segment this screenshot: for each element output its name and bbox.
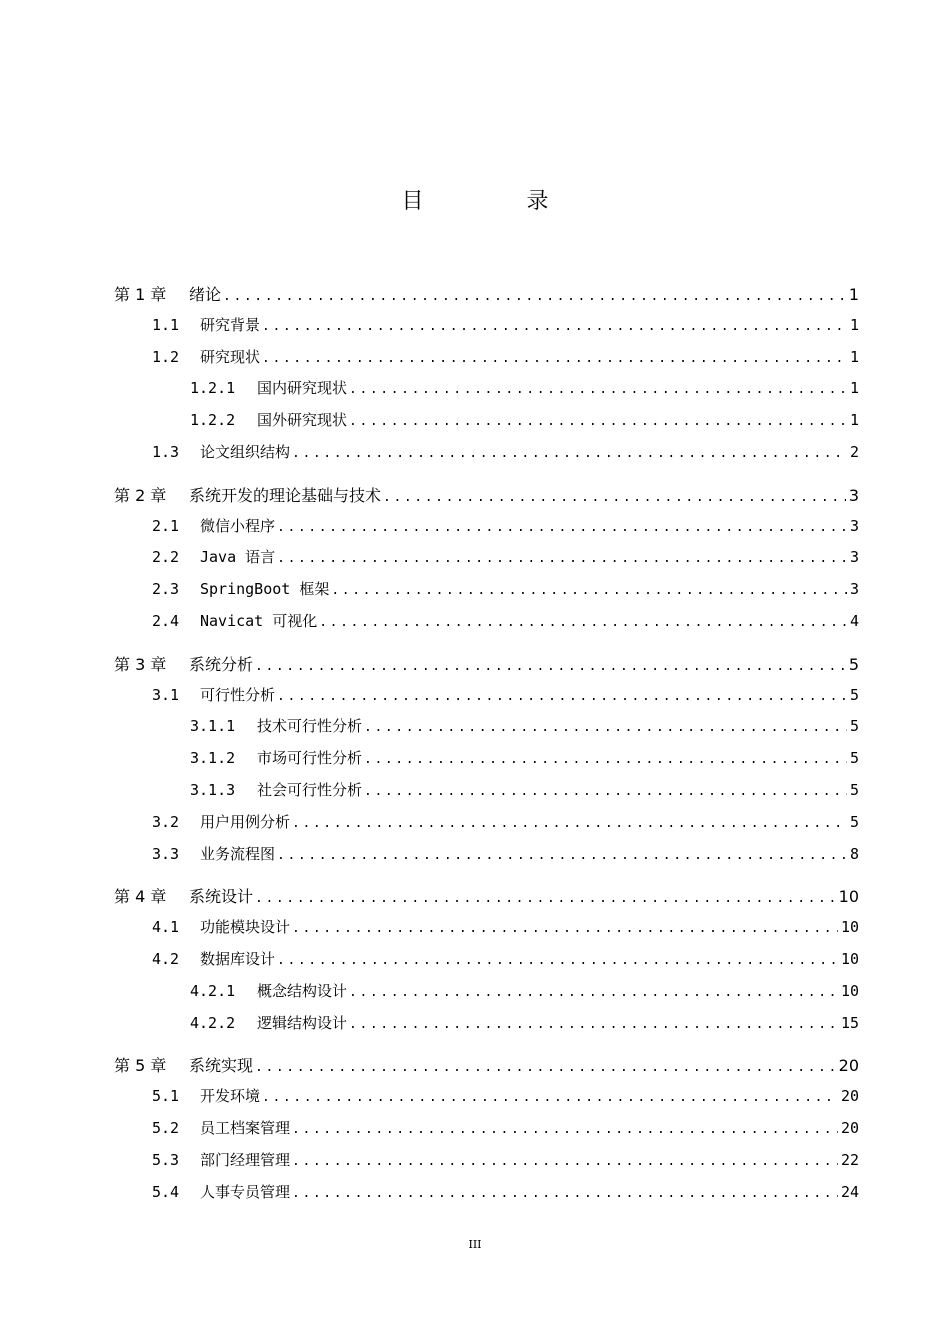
toc-entry-page: 1 [848,285,859,304]
toc-entry-number: 1.2 [152,347,180,366]
toc-dot-leader [319,615,847,630]
toc-section-entry[interactable] [152,684,859,706]
toc-entry-page: 3 [849,516,859,535]
toc-entry-page: 5 [848,654,859,674]
toc-entry-page: 10 [840,981,859,1000]
toc-entry-title: SpringBoot 框架 [200,580,330,599]
toc-entry-title: 微信小程序 [200,516,276,535]
toc-chapter-entry[interactable] [114,652,859,674]
toc-dot-leader [277,953,838,968]
toc-entry-page: 3 [849,548,859,567]
toc-subsection-entry[interactable] [190,377,859,399]
toc-entry-number: 1.1 [152,315,180,334]
toc-dot-leader [292,1122,838,1137]
toc-dot-leader [364,720,847,735]
toc-entry-page: 20 [838,1056,859,1076]
toc-entry-title: 部门经理管理 [200,1150,291,1169]
toc-dot-leader [277,689,847,704]
toc-entry-page: 1 [849,315,859,334]
toc-entry-page: 24 [840,1182,859,1201]
toc-dot-leader [364,752,847,767]
toc-dot-leader [383,490,846,505]
toc-entry-page: 5 [849,685,859,704]
toc-chapter-entry[interactable] [114,884,859,906]
toc-entry-number: 第 2 章 [114,485,167,505]
toc-section-entry[interactable] [152,811,859,833]
toc-entry-number: 3.1.2 [190,749,236,768]
toc-entry-page: 10 [838,887,859,907]
toc-section-entry[interactable] [152,1181,859,1203]
toc-dot-leader [292,1154,838,1169]
toc-entry-page: 20 [840,1119,859,1137]
toc-subsection-entry[interactable] [190,779,859,801]
toc-dot-leader [292,921,838,936]
page-title: 目 录 [401,189,597,214]
toc-dot-leader [292,446,847,461]
toc-subsection-entry[interactable] [190,715,859,737]
toc-dot-leader [349,382,847,397]
toc-section-entry[interactable] [152,515,859,537]
toc-entry-title: 概念结构设计 [257,981,348,1000]
toc-entry-number: 1.2.1 [190,379,236,398]
toc-entry-number: 4.2.2 [190,1013,236,1032]
toc-entry-number: 4.1 [152,918,180,937]
toc-entry-number: 4.2.1 [190,981,236,1000]
toc-entry-title: Java 语言 [200,548,276,567]
toc-entry-number: 3.1.3 [190,781,236,799]
toc-entry-page: 1 [849,411,859,430]
toc-section-entry[interactable] [152,546,859,568]
toc-section-entry[interactable] [152,578,859,600]
toc-entry-number: 5.1 [152,1087,180,1106]
toc-chapter-entry[interactable] [114,483,859,505]
toc-entry-number: 第 4 章 [114,887,167,907]
toc-dot-leader [364,784,847,799]
toc-section-entry[interactable] [152,916,859,938]
toc-entry-number: 5.2 [152,1119,180,1137]
toc-entry-title: 研究背景 [200,315,261,334]
toc-entry-title: 系统设计 [189,887,254,907]
toc-entry-page: 3 [848,485,859,505]
toc-dot-leader [331,583,847,598]
toc-entry-title: 国外研究现状 [257,411,348,430]
toc-subsection-entry[interactable] [190,980,859,1002]
toc-entry-number: 3.2 [152,812,180,831]
toc-entry-number: 1.2.2 [190,411,236,430]
toc-section-entry[interactable] [152,441,859,463]
toc-section-entry[interactable] [152,1149,859,1171]
toc-entry-title: 论文组织结构 [200,443,291,461]
toc-dot-leader [292,1186,838,1201]
toc-dot-leader [349,414,847,429]
toc-entry-title: 数据库设计 [200,950,276,968]
toc-entry-page: 1 [849,379,859,398]
toc-entry-number: 3.3 [152,844,180,863]
toc-entry-title: Navicat 可视化 [200,612,318,630]
toc-entry-page: 3 [849,580,859,599]
toc-entry-number: 2.4 [152,612,180,630]
toc-section-entry[interactable] [152,314,859,336]
toc-dot-leader [349,985,838,1000]
toc-entry-number: 2.2 [152,548,180,567]
toc-entry-number: 第 5 章 [114,1056,167,1076]
toc-dot-leader [255,1060,836,1075]
toc-entry-number: 2.3 [152,580,180,599]
toc-entry-title: 逻辑结构设计 [257,1013,348,1032]
toc-subsection-entry[interactable] [190,409,859,431]
toc-entry-title: 社会可行性分析 [257,781,363,799]
toc-entry-number: 5.3 [152,1150,180,1169]
toc-section-entry[interactable] [152,610,859,632]
toc-entry-page: 5 [849,781,859,799]
toc-entry-title: 员工档案管理 [200,1119,291,1137]
toc-chapter-entry[interactable] [114,1053,859,1075]
toc-entry-page: 5 [849,717,859,736]
toc-entry-page: 8 [849,844,859,863]
page-number: III [468,1238,482,1251]
toc-entry-title: 系统实现 [189,1056,254,1076]
toc-entry-title: 用户用例分析 [200,812,291,831]
toc-entry-page: 22 [840,1150,859,1169]
toc-entry-number: 3.1.1 [190,717,236,736]
toc-entry-title: 技术可行性分析 [257,717,363,736]
toc-dot-leader [255,891,836,906]
toc-entry-page: 4 [849,612,859,630]
toc-entry-number: 5.4 [152,1182,180,1201]
toc-subsection-entry[interactable] [190,747,859,769]
toc-chapter-entry[interactable] [114,282,859,304]
toc-entry-title: 人事专员管理 [200,1182,291,1201]
toc-entry-title: 系统分析 [189,654,254,674]
toc-dot-leader [262,1090,838,1105]
toc-entry-title: 国内研究现状 [257,379,348,398]
toc-entry-page: 1 [849,347,859,366]
toc-entry-title: 市场可行性分析 [257,749,363,768]
toc-entry-page: 5 [849,749,859,768]
toc-entry-page: 10 [840,950,859,968]
toc-entry-page: 10 [840,918,859,937]
toc-entry-title: 绪论 [189,285,222,304]
toc-entry-title: 开发环境 [200,1087,261,1106]
toc-entry-number: 1.3 [152,443,180,461]
toc-entry-number: 第 1 章 [114,285,167,304]
toc-entry-number: 第 3 章 [114,654,167,674]
toc-dot-leader [277,848,847,863]
toc-entry-page: 2 [849,443,859,461]
toc-entry-title: 可行性分析 [200,685,276,704]
toc-dot-leader [292,816,847,831]
toc-section-entry[interactable] [152,843,859,865]
toc-entry-title: 业务流程图 [200,844,276,863]
toc-entry-number: 4.2 [152,950,180,968]
toc-section-entry[interactable] [152,948,859,970]
toc-dot-leader [277,520,847,535]
toc-entry-title: 研究现状 [200,347,261,366]
toc-entry-title: 系统开发的理论基础与技术 [189,485,382,505]
toc-dot-leader [223,289,846,304]
toc-dot-leader [277,551,847,566]
toc-dot-leader [262,319,847,334]
toc-dot-leader [262,351,847,366]
toc-entry-page: 20 [840,1087,859,1106]
toc-subsection-entry[interactable] [190,1012,859,1034]
toc-section-entry[interactable] [152,1085,859,1107]
toc-entry-number: 3.1 [152,685,180,704]
toc-dot-leader [255,659,846,674]
toc-section-entry[interactable] [152,1117,859,1139]
toc-entry-title: 功能模块设计 [200,918,291,937]
toc-dot-leader [349,1017,838,1032]
toc-entry-number: 2.1 [152,516,180,535]
toc-section-entry[interactable] [152,346,859,368]
toc-entry-page: 15 [840,1013,859,1032]
toc-entry-page: 5 [849,812,859,831]
